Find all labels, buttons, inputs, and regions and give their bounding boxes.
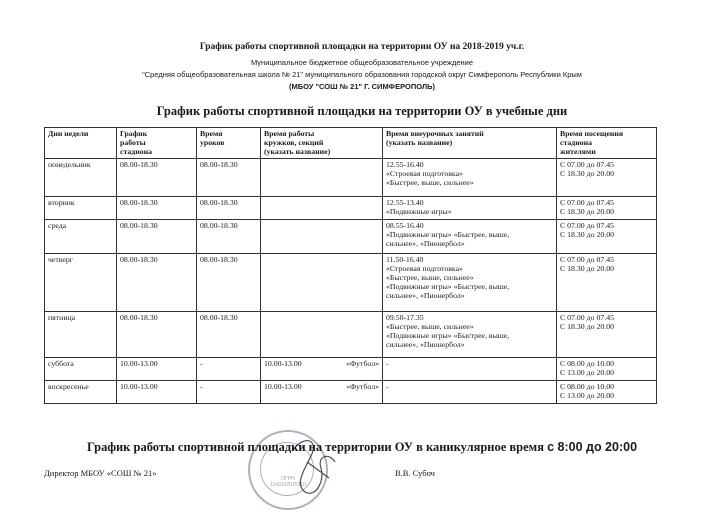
cell-clubs [261,311,383,357]
cell-extra: 08.55-16.40 «Подвижные игры» «Быстрее, выше, сильнее», «Пионербол» [383,219,557,253]
cell-lessons: 08.00-18.30 [197,219,261,253]
table-row [45,253,657,311]
cell-stadium: 08.00-18.30 [117,253,197,311]
cell-clubs [261,196,383,219]
cell-extra: - [383,380,557,403]
cell-clubs: 10.00-13.00 «Футбол» [261,357,383,380]
org-line-2: "Средняя общеобразовательная школа № 21" муниципального образования городской округ Симферополь Республики Крым [142,70,582,79]
header-stadium: График работы стадиона [117,128,197,159]
schedule-table [44,127,657,404]
table-row [45,219,657,253]
table-header-row [45,128,657,159]
cell-residents: С 08.00 до 10.00 С 13.00 до 20.00 [557,357,657,380]
header-extra: Время внеурочных занятий (указать название) [383,128,557,159]
cell-lessons: - [197,380,261,403]
table-row [45,158,657,196]
cell-clubs [261,219,383,253]
holiday-schedule-line [0,440,724,455]
cell-lessons: 08.00-18.30 [197,253,261,311]
cell-day: пятница [45,311,117,357]
director-name: В.В. Субоч [395,468,435,478]
holiday-text: График работы спортивной площадки на территории ОУ в каникулярное время [86,440,548,454]
cell-day: суббота [45,357,117,380]
cell-extra: 12.55-16.40 «Строевая подготовка» «Быстрее, выше, сильнее» [383,158,557,196]
header-residents: Время посещения стадиона жителями [557,128,657,159]
cell-day: четверг [45,253,117,311]
cell-stadium: 10.00-13.00 [117,357,197,380]
cell-residents: С 07.00 до 07.45 С 18.30 до 20.00 [557,158,657,196]
cell-day: вторник [45,196,117,219]
cell-clubs [261,158,383,196]
holiday-hours: с 8:00 до 20:00 [547,440,638,454]
cell-stadium: 08.00-18.30 [117,196,197,219]
cell-lessons: 08.00-18.30 [197,311,261,357]
header-clubs: Время работы кружков, секций (указать название) [261,128,383,159]
table-row [45,357,657,380]
cell-residents: С 07.00 до 07.45 С 18.30 до 20.00 [557,311,657,357]
org-line-1: Муниципальное бюджетное общеобразовательное учреждение [250,58,474,67]
cell-lessons: 08.00-18.30 [197,196,261,219]
cell-extra: 11.50-16.40 «Строевая подготовка» «Быстрее, выше, сильнее» «Подвижные игры» «Быстрее, выше, сильнее», «Пионербол» [383,253,557,311]
schedule-subtitle: График работы спортивной площадки на территории ОУ в учебные дни [156,104,568,118]
cell-stadium: 08.00-18.30 [117,158,197,196]
cell-residents: С 07.00 до 07.45 С 18.30 до 20.00 [557,253,657,311]
stamp-text: ОГРН 1149102015910 [270,476,306,488]
header-day: Дни недели [45,128,117,159]
table-row [45,380,657,403]
table-row [45,311,657,357]
cell-extra: 09.50-17.35 «Быстрее, выше, сильнее» «Подвижные игры» «Быстрее, выше, сильнее», «Пионербол» [383,311,557,357]
cell-residents: С 07.00 до 07.45 С 18.30 до 20.00 [557,219,657,253]
document-title: График работы спортивной площадки на территории ОУ на 2018-2019 уч.г. [199,42,525,52]
cell-clubs: 10.00-13.00 «Футбол» [261,380,383,403]
org-line-3: (МБОУ "СОШ № 21" Г. СИМФЕРОПОЛЬ) [288,82,436,91]
table-row [45,196,657,219]
cell-clubs [261,253,383,311]
cell-stadium: 08.00-18.30 [117,311,197,357]
cell-extra: - [383,357,557,380]
cell-residents: С 07.00 до 07.45 С 18.30 до 20.00 [557,196,657,219]
header-lessons: Время уроков [197,128,261,159]
cell-stadium: 08.00-18.30 [117,219,197,253]
cell-day: среда [45,219,117,253]
director-title: Директор МБОУ «СОШ № 21» [44,468,157,478]
cell-residents: С 08.00 до 10.00 С 13.00 до 20.00 [557,380,657,403]
cell-extra: 12.55-13.40 «Подвижные игры» [383,196,557,219]
cell-day: понедельник [45,158,117,196]
cell-lessons: 08.00-18.30 [197,158,261,196]
cell-day: воскресенье [45,380,117,403]
cell-stadium: 10.00-13.00 [117,380,197,403]
cell-lessons: - [197,357,261,380]
